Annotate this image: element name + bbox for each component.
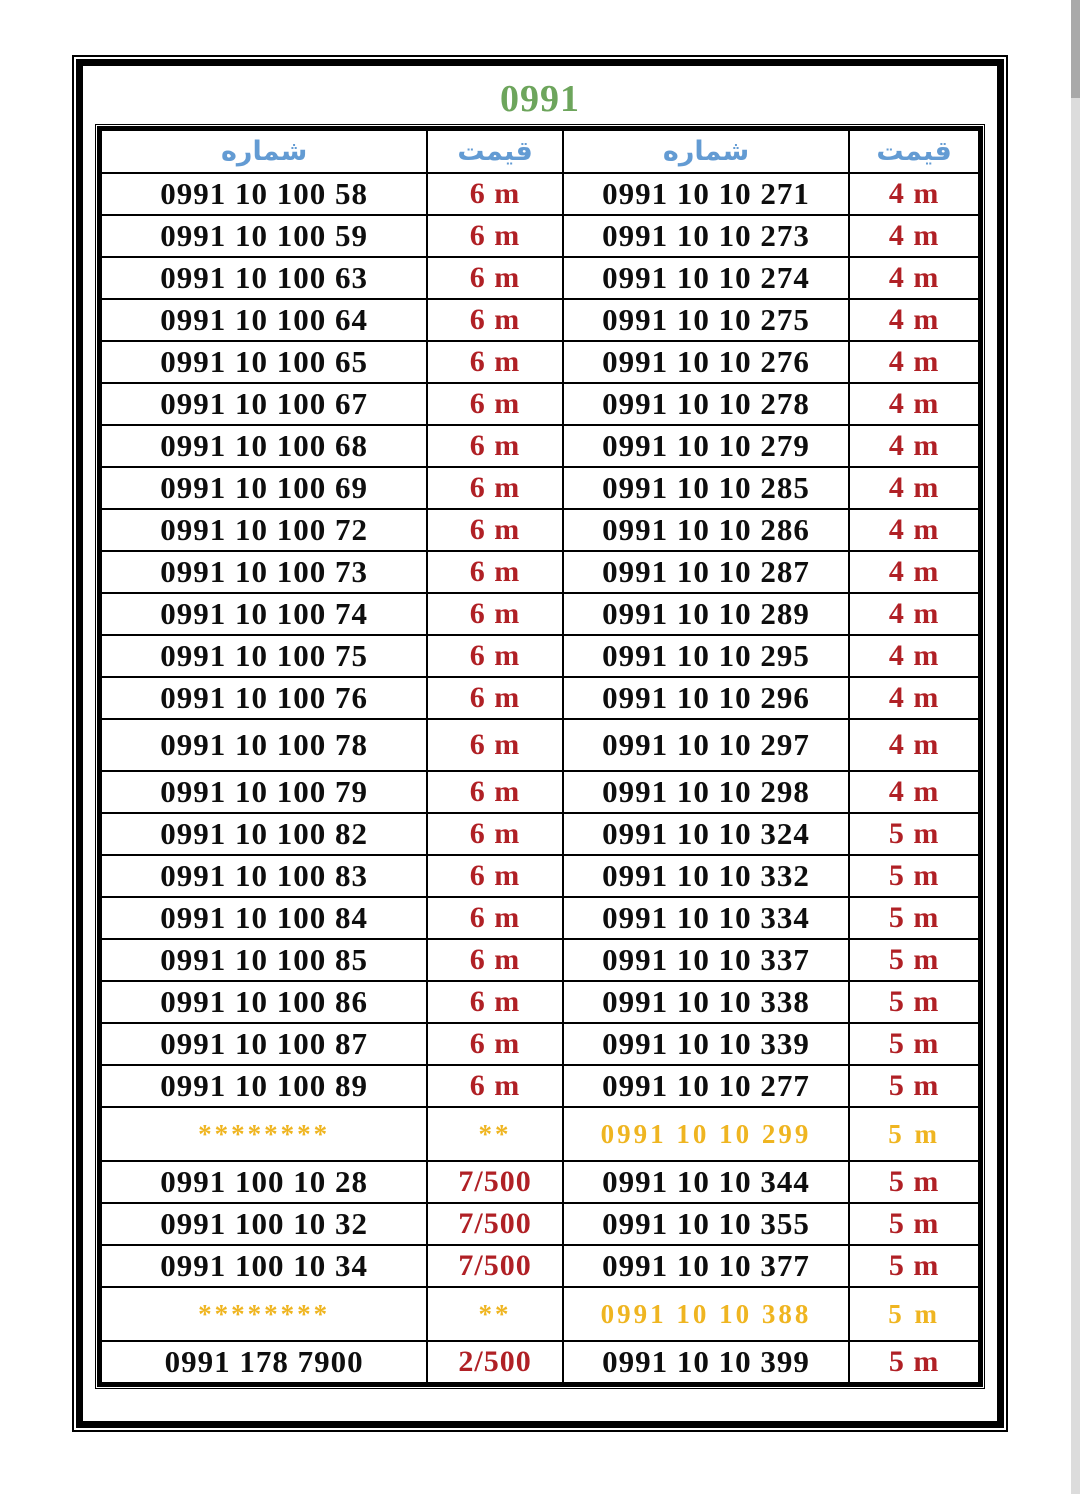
price-cell-right: 5 m bbox=[849, 1341, 980, 1385]
number-cell-left: 0991 100 10 32 bbox=[100, 1203, 428, 1245]
number-cell-left: 0991 10 100 83 bbox=[100, 855, 428, 897]
number-cell-right: 0991 10 10 298 bbox=[563, 771, 849, 813]
table-row bbox=[100, 1341, 981, 1385]
table-row bbox=[100, 173, 981, 215]
price-cell-right: 4 m bbox=[849, 341, 980, 383]
price-cell-left: 6 m bbox=[427, 771, 563, 813]
price-cell-right: 4 m bbox=[849, 635, 980, 677]
price-cell-left: 6 m bbox=[427, 677, 563, 719]
number-cell-left: 0991 10 100 58 bbox=[100, 173, 428, 215]
table-row bbox=[100, 425, 981, 467]
header-number-right: شماره bbox=[563, 129, 849, 173]
table-row bbox=[100, 257, 981, 299]
price-cell-left: ** bbox=[427, 1107, 563, 1161]
number-cell-right: 0991 10 10 273 bbox=[563, 215, 849, 257]
price-cell-left: 7/500 bbox=[427, 1203, 563, 1245]
number-cell-left: 0991 100 10 34 bbox=[100, 1245, 428, 1287]
table-row bbox=[100, 551, 981, 593]
table-row bbox=[100, 635, 981, 677]
number-cell-left: 0991 10 100 86 bbox=[100, 981, 428, 1023]
number-cell-right: 0991 10 10 338 bbox=[563, 981, 849, 1023]
number-cell-right: 0991 10 10 332 bbox=[563, 855, 849, 897]
price-cell-right: 4 m bbox=[849, 383, 980, 425]
number-cell-left: 0991 10 100 67 bbox=[100, 383, 428, 425]
price-table-outline bbox=[95, 124, 985, 1389]
number-cell-right: 0991 10 10 276 bbox=[563, 341, 849, 383]
price-cell-left: 6 m bbox=[427, 981, 563, 1023]
price-cell-left: 6 m bbox=[427, 299, 563, 341]
price-cell-right: 4 m bbox=[849, 257, 980, 299]
page-frame-outer bbox=[72, 55, 1008, 1432]
number-cell-right: 0991 10 10 388 bbox=[563, 1287, 849, 1341]
table-row bbox=[100, 897, 981, 939]
number-cell-left: 0991 10 100 84 bbox=[100, 897, 428, 939]
table-row bbox=[100, 1245, 981, 1287]
price-table bbox=[97, 126, 983, 1387]
number-cell-right: 0991 10 10 279 bbox=[563, 425, 849, 467]
number-cell-left: 0991 10 100 76 bbox=[100, 677, 428, 719]
number-cell-right: 0991 10 10 285 bbox=[563, 467, 849, 509]
table-header-row bbox=[100, 129, 981, 173]
price-cell-left: 6 m bbox=[427, 341, 563, 383]
header-price-right: قیمت bbox=[849, 129, 980, 173]
price-cell-right: 4 m bbox=[849, 593, 980, 635]
number-cell-left: 0991 10 100 63 bbox=[100, 257, 428, 299]
price-cell-left: 6 m bbox=[427, 719, 563, 771]
number-cell-right: 0991 10 10 296 bbox=[563, 677, 849, 719]
table-row bbox=[100, 593, 981, 635]
number-cell-left: 0991 10 100 85 bbox=[100, 939, 428, 981]
table-row bbox=[100, 1065, 981, 1107]
price-cell-left: 6 m bbox=[427, 897, 563, 939]
header-price-left: قیمت bbox=[427, 129, 563, 173]
price-cell-right: 5 m bbox=[849, 1245, 980, 1287]
number-cell-left: 0991 178 7900 bbox=[100, 1341, 428, 1385]
price-cell-right: 4 m bbox=[849, 467, 980, 509]
table-row bbox=[100, 981, 981, 1023]
number-cell-right: 0991 10 10 377 bbox=[563, 1245, 849, 1287]
price-cell-left: 6 m bbox=[427, 1023, 563, 1065]
price-cell-right: 4 m bbox=[849, 551, 980, 593]
number-cell-left: 0991 10 100 64 bbox=[100, 299, 428, 341]
number-cell-right: 0991 10 10 399 bbox=[563, 1341, 849, 1385]
price-cell-right: 4 m bbox=[849, 173, 980, 215]
price-cell-left: 2/500 bbox=[427, 1341, 563, 1385]
price-cell-left: 6 m bbox=[427, 813, 563, 855]
table-row bbox=[100, 677, 981, 719]
price-cell-left: 6 m bbox=[427, 1065, 563, 1107]
number-cell-right: 0991 10 10 337 bbox=[563, 939, 849, 981]
header-number-left: شماره bbox=[100, 129, 428, 173]
number-cell-right: 0991 10 10 287 bbox=[563, 551, 849, 593]
number-cell-left: 0991 10 100 79 bbox=[100, 771, 428, 813]
table-row bbox=[100, 1023, 981, 1065]
price-cell-right: 4 m bbox=[849, 677, 980, 719]
price-cell-left: 6 m bbox=[427, 635, 563, 677]
price-cell-left: 6 m bbox=[427, 257, 563, 299]
number-cell-left: 0991 100 10 28 bbox=[100, 1161, 428, 1203]
number-cell-left: 0991 10 100 82 bbox=[100, 813, 428, 855]
number-cell-left: 0991 10 100 73 bbox=[100, 551, 428, 593]
number-cell-left: 0991 10 100 65 bbox=[100, 341, 428, 383]
number-cell-right: 0991 10 10 289 bbox=[563, 593, 849, 635]
number-cell-left: 0991 10 100 72 bbox=[100, 509, 428, 551]
table-row bbox=[100, 215, 981, 257]
number-cell-left: 0991 10 100 87 bbox=[100, 1023, 428, 1065]
number-cell-right: 0991 10 10 271 bbox=[563, 173, 849, 215]
price-cell-right: 4 m bbox=[849, 425, 980, 467]
number-cell-left: ******** bbox=[100, 1107, 428, 1161]
price-cell-right: 5 m bbox=[849, 1107, 980, 1161]
number-cell-right: 0991 10 10 286 bbox=[563, 509, 849, 551]
scrollbar-track[interactable] bbox=[1071, 0, 1080, 1494]
price-cell-right: 4 m bbox=[849, 771, 980, 813]
number-cell-right: 0991 10 10 344 bbox=[563, 1161, 849, 1203]
number-cell-right: 0991 10 10 295 bbox=[563, 635, 849, 677]
price-cell-right: 4 m bbox=[849, 215, 980, 257]
price-cell-right: 5 m bbox=[849, 1287, 980, 1341]
price-cell-left: 6 m bbox=[427, 509, 563, 551]
price-cell-left: 7/500 bbox=[427, 1161, 563, 1203]
number-cell-right: 0991 10 10 277 bbox=[563, 1065, 849, 1107]
price-cell-right: 4 m bbox=[849, 509, 980, 551]
table-body bbox=[100, 173, 981, 1385]
number-cell-left: 0991 10 100 75 bbox=[100, 635, 428, 677]
number-cell-left: 0991 10 100 78 bbox=[100, 719, 428, 771]
table-row bbox=[100, 1203, 981, 1245]
price-cell-right: 5 m bbox=[849, 897, 980, 939]
table-row bbox=[100, 939, 981, 981]
price-cell-right: 5 m bbox=[849, 1023, 980, 1065]
price-cell-left: 6 m bbox=[427, 467, 563, 509]
price-cell-left: 6 m bbox=[427, 383, 563, 425]
price-cell-left: 6 m bbox=[427, 425, 563, 467]
table-row bbox=[100, 383, 981, 425]
number-cell-left: ******** bbox=[100, 1287, 428, 1341]
price-cell-right: 4 m bbox=[849, 299, 980, 341]
table-row bbox=[100, 1161, 981, 1203]
table-row bbox=[100, 771, 981, 813]
number-cell-right: 0991 10 10 278 bbox=[563, 383, 849, 425]
number-cell-right: 0991 10 10 274 bbox=[563, 257, 849, 299]
scrollbar-thumb[interactable] bbox=[1071, 0, 1080, 98]
table-row bbox=[100, 1287, 981, 1341]
number-cell-right: 0991 10 10 334 bbox=[563, 897, 849, 939]
table-row bbox=[100, 341, 981, 383]
table-row bbox=[100, 467, 981, 509]
price-cell-left: ** bbox=[427, 1287, 563, 1341]
page-frame-inner bbox=[76, 59, 1004, 1428]
price-cell-right: 5 m bbox=[849, 1065, 980, 1107]
page-title: 0991 bbox=[500, 78, 580, 120]
price-cell-right: 5 m bbox=[849, 981, 980, 1023]
price-cell-right: 5 m bbox=[849, 1161, 980, 1203]
number-cell-right: 0991 10 10 339 bbox=[563, 1023, 849, 1065]
price-cell-right: 5 m bbox=[849, 855, 980, 897]
price-cell-left: 6 m bbox=[427, 939, 563, 981]
table-row bbox=[100, 1107, 981, 1161]
number-cell-right: 0991 10 10 299 bbox=[563, 1107, 849, 1161]
number-cell-right: 0991 10 10 297 bbox=[563, 719, 849, 771]
number-cell-left: 0991 10 100 59 bbox=[100, 215, 428, 257]
price-cell-left: 6 m bbox=[427, 593, 563, 635]
table-row bbox=[100, 855, 981, 897]
number-cell-right: 0991 10 10 275 bbox=[563, 299, 849, 341]
number-cell-right: 0991 10 10 355 bbox=[563, 1203, 849, 1245]
number-cell-right: 0991 10 10 324 bbox=[563, 813, 849, 855]
number-cell-left: 0991 10 100 68 bbox=[100, 425, 428, 467]
table-row bbox=[100, 299, 981, 341]
table-row bbox=[100, 719, 981, 771]
table-row bbox=[100, 813, 981, 855]
price-cell-left: 6 m bbox=[427, 173, 563, 215]
price-cell-left: 7/500 bbox=[427, 1245, 563, 1287]
price-cell-right: 5 m bbox=[849, 813, 980, 855]
price-cell-right: 5 m bbox=[849, 939, 980, 981]
price-cell-left: 6 m bbox=[427, 855, 563, 897]
number-cell-left: 0991 10 100 89 bbox=[100, 1065, 428, 1107]
number-cell-left: 0991 10 100 74 bbox=[100, 593, 428, 635]
table-row bbox=[100, 509, 981, 551]
number-cell-left: 0991 10 100 69 bbox=[100, 467, 428, 509]
price-cell-right: 5 m bbox=[849, 1203, 980, 1245]
price-cell-left: 6 m bbox=[427, 551, 563, 593]
price-cell-left: 6 m bbox=[427, 215, 563, 257]
price-cell-right: 4 m bbox=[849, 719, 980, 771]
